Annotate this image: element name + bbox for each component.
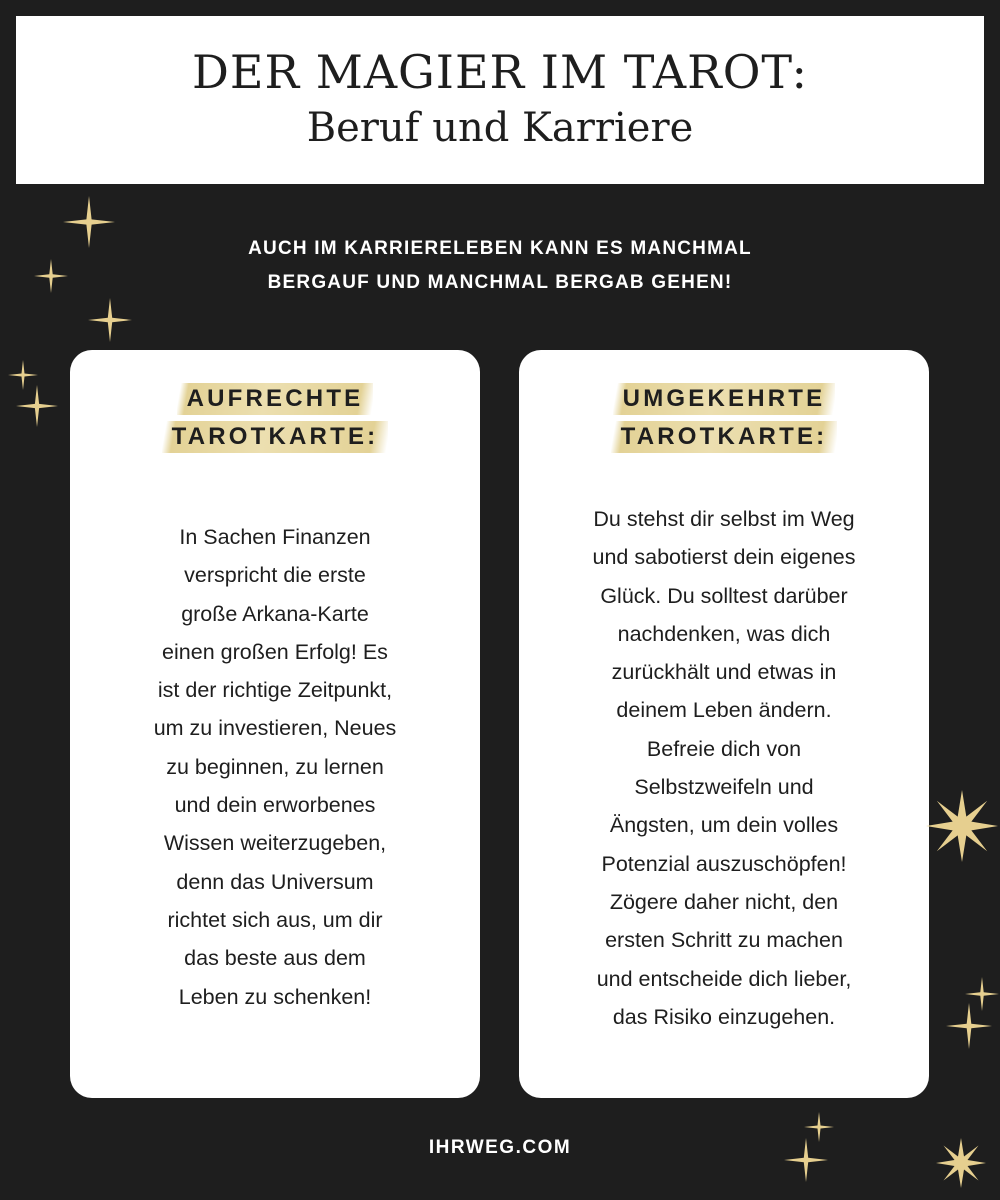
text-line: das Risiko einzugehen. — [612, 1004, 836, 1029]
text-line: um zu investieren, Neues — [153, 716, 397, 741]
sparkle-star-icon — [926, 790, 998, 862]
text-line: Ängsten, um dein volles — [609, 813, 839, 838]
text-line: Wissen weiterzugeben, — [163, 831, 387, 856]
text-line: das beste aus dem — [184, 946, 366, 971]
text-line: ersten Schritt zu machen — [605, 928, 843, 953]
sparkle-star-icon — [34, 259, 68, 293]
reversed-heading-line-1: UMGEKEHRTE — [613, 383, 836, 415]
upright-card — [70, 350, 480, 1098]
text-line: Leben zu schenken! — [178, 984, 372, 1009]
title-banner — [16, 16, 984, 184]
text-line: In Sachen Finanzen — [179, 525, 371, 549]
reversed-card — [519, 350, 929, 1098]
tagline-line-2: BERGAUF UND MANCHMAL BERGAB GEHEN! — [267, 272, 733, 293]
text-line: denn das Universum — [176, 869, 374, 894]
text-line: große Arkana-Karte — [181, 601, 369, 626]
reversed-card-heading — [519, 380, 929, 456]
text-line: und entscheide dich lieber, — [596, 966, 852, 991]
sparkle-star-icon — [936, 1138, 986, 1188]
sparkle-star-icon — [88, 298, 132, 342]
text-line: deinem Leben ändern. — [616, 698, 832, 723]
sparkle-star-icon — [16, 385, 58, 427]
upright-card-heading — [70, 380, 480, 456]
tagline — [150, 232, 850, 300]
text-line: zu beginnen, zu lernen — [166, 754, 384, 779]
text-line: einen großen Erfolg! Es — [162, 639, 388, 664]
tagline-line-1: AUCH IM KARRIERELEBEN KANN ES MANCHMAL — [248, 238, 752, 259]
text-line: verspricht die erste — [184, 563, 366, 588]
text-line: ist der richtige Zeitpunkt, — [157, 678, 393, 703]
text-line: zurückhält und etwas in — [611, 660, 837, 685]
text-line: und sabotierst dein eigenes — [592, 545, 856, 570]
reversed-heading-line-2: TAROTKARTE: — [611, 421, 838, 453]
text-line: Zögere daher nicht, den — [609, 889, 839, 914]
text-line: Selbstzweifeln und — [634, 775, 814, 800]
upright-card-text — [110, 518, 440, 1016]
page-title: DER MAGIER IM TAROT: — [192, 45, 808, 99]
upright-heading-line-2: TAROTKARTE: — [162, 421, 389, 453]
text-line: Du stehst dir selbst im Weg — [593, 507, 855, 531]
site-name: IHRWEG.COM — [428, 1137, 572, 1158]
text-line: und dein erworbenes — [174, 793, 376, 818]
text-line: Glück. Du solltest darüber — [600, 583, 848, 608]
text-line: richtet sich aus, um dir — [167, 907, 383, 932]
reversed-card-text — [559, 500, 889, 1036]
sparkle-star-icon — [63, 196, 115, 248]
sparkle-star-icon — [946, 1003, 992, 1049]
text-line: Potenzial auszuschöpfen! — [601, 851, 847, 876]
page-subtitle-title: Beruf und Karriere — [306, 105, 694, 151]
upright-heading-line-1: AUFRECHTE — [177, 383, 374, 415]
text-line: Befreie dich von — [646, 736, 802, 761]
text-line: nachdenken, was dich — [617, 621, 831, 646]
sparkle-star-icon — [784, 1138, 828, 1182]
